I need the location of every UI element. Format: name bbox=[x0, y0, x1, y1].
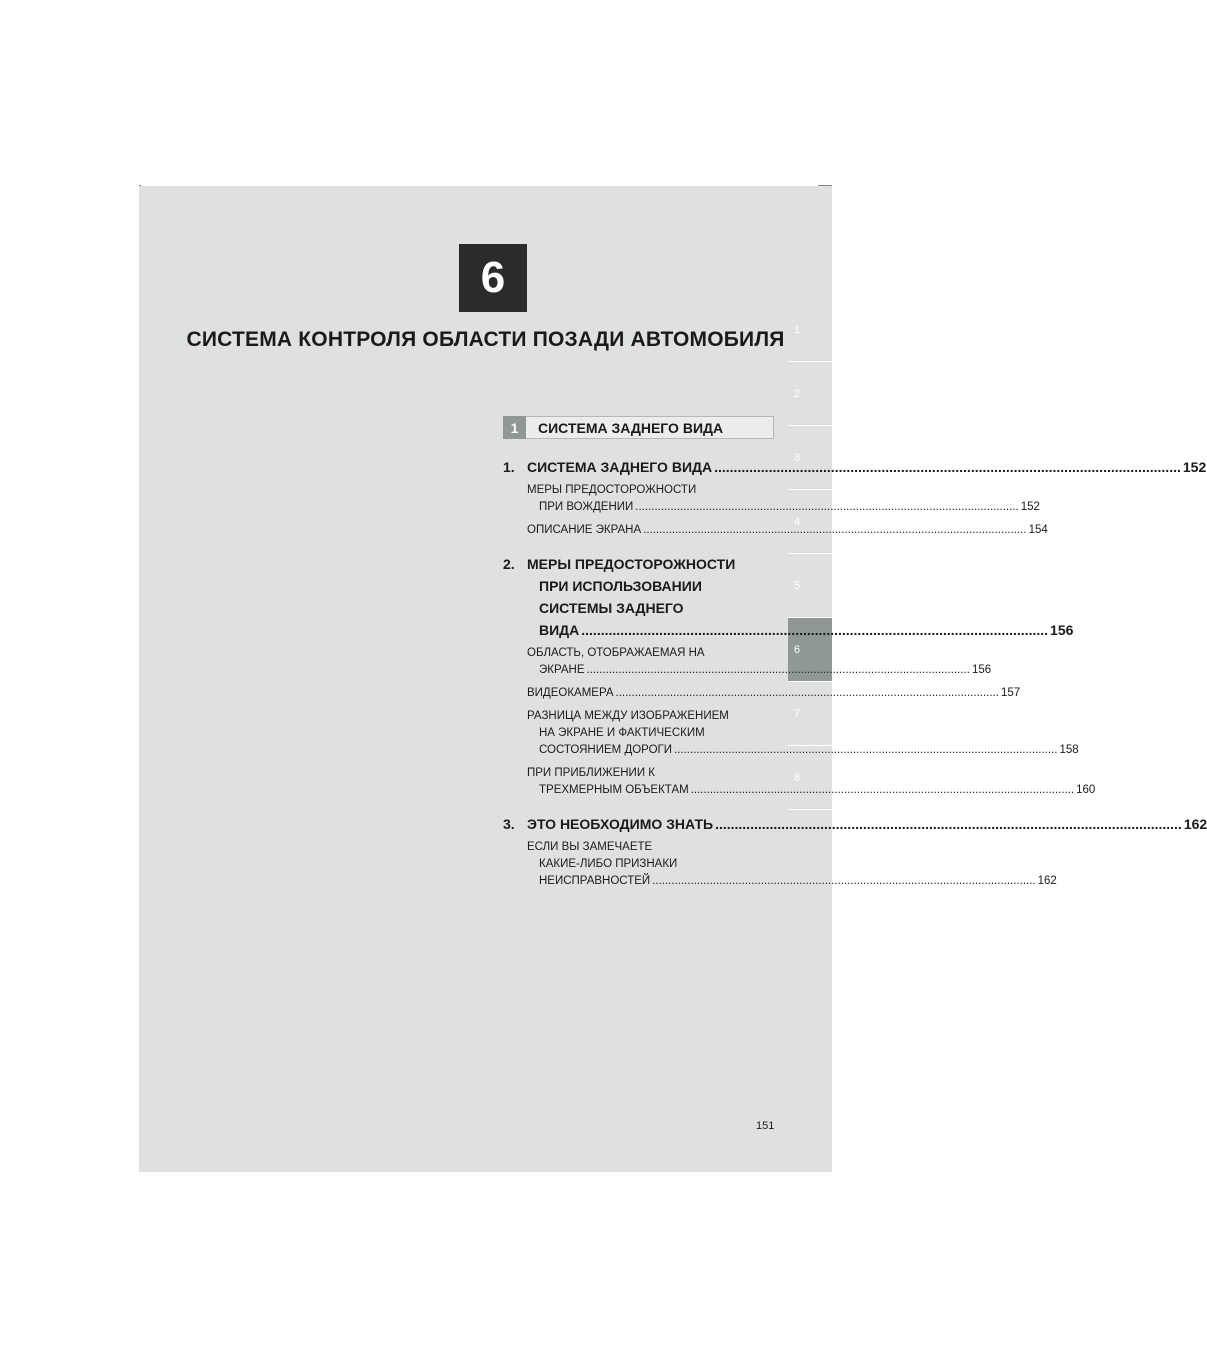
crop-mark-top-right bbox=[818, 185, 832, 186]
toc-chapter-entry[interactable] bbox=[503, 456, 1207, 478]
toc-entry-number: 3. bbox=[503, 816, 515, 832]
toc-sub-entry[interactable] bbox=[503, 685, 1021, 702]
toc-sub-entry[interactable] bbox=[503, 839, 1057, 890]
dot-leader bbox=[691, 782, 1074, 799]
chapter-tab-label: 5 bbox=[794, 580, 801, 592]
toc-entry-text: ВИДЕОКАМЕРА bbox=[527, 687, 614, 699]
chapter-tab-label: 8 bbox=[794, 772, 801, 784]
toc-entry-text: ОПИСАНИЕ ЭКРАНА bbox=[527, 524, 642, 536]
toc-entry-text: РАЗНИЦА МЕЖДУ ИЗОБРАЖЕНИЕМ bbox=[527, 710, 729, 722]
dot-leader bbox=[715, 813, 1182, 835]
toc-page-number: 157 bbox=[1000, 687, 1021, 699]
toc-entry-text: СИСТЕМА ЗАДНЕГО ВИДА bbox=[527, 459, 713, 475]
dot-leader bbox=[616, 685, 999, 702]
toc-entry-text: НЕИСПРАВНОСТЕЙ bbox=[539, 875, 651, 887]
toc-page-number: 152 bbox=[1182, 459, 1207, 475]
dot-leader bbox=[674, 742, 1057, 759]
chapter-tab-label: 7 bbox=[794, 708, 801, 720]
toc-entry-text: ЭТО НЕОБХОДИМО ЗНАТЬ bbox=[527, 816, 714, 832]
dot-leader bbox=[587, 662, 970, 679]
chapter-title: СИСТЕМА КОНТРОЛЯ ОБЛАСТИ ПОЗАДИ АВТОМОБИЛЯ bbox=[186, 328, 785, 351]
page-number: 151 bbox=[756, 1120, 775, 1132]
section-number: 1 bbox=[503, 416, 526, 439]
toc-entry-text: НА ЭКРАНЕ И ФАКТИЧЕСКИМ bbox=[539, 727, 705, 739]
toc-sub-entry[interactable] bbox=[503, 522, 1048, 539]
toc-entry-text: ТРЕХМЕРНЫМ ОБЪЕКТАМ bbox=[539, 784, 689, 796]
chapter-tab-label: 2 bbox=[794, 388, 801, 400]
toc-entry-text: ПРИ ВОЖДЕНИИ bbox=[539, 501, 634, 513]
toc-page-number: 158 bbox=[1059, 744, 1079, 756]
section-header bbox=[503, 416, 774, 439]
toc-sub-entry[interactable] bbox=[503, 765, 1096, 799]
toc-entry-text: МЕРЫ ПРЕДОСТОРОЖНОСТИ bbox=[527, 484, 697, 496]
toc-entry-text: ПРИ ИСПОЛЬЗОВАНИИ bbox=[539, 578, 702, 594]
toc-entry-text: КАКИЕ-ЛИБО ПРИЗНАКИ bbox=[539, 858, 678, 870]
toc-entry-text: ВИДА bbox=[539, 622, 580, 638]
toc-entry-text: СОСТОЯНИЕМ ДОРОГИ bbox=[539, 744, 673, 756]
chapter-tab-label: 3 bbox=[794, 452, 801, 464]
section-title: СИСТЕМА ЗАДНЕГО ВИДА bbox=[538, 420, 724, 436]
toc-entry-text: ЕСЛИ ВЫ ЗАМЕЧАЕТЕ bbox=[527, 841, 653, 853]
toc-entry-number: 1. bbox=[503, 459, 515, 475]
toc-page-number: 160 bbox=[1076, 784, 1096, 796]
toc-entry-text: ОБЛАСТЬ, ОТОБРАЖАЕМАЯ НА bbox=[527, 647, 705, 659]
toc-page-number: 162 bbox=[1037, 875, 1057, 887]
table-of-contents bbox=[503, 456, 1207, 890]
dot-leader bbox=[714, 456, 1181, 478]
toc-entry-text: ПРИ ПРИБЛИЖЕНИИ К bbox=[527, 767, 655, 779]
toc-page-number: 156 bbox=[971, 664, 992, 676]
dot-leader bbox=[635, 499, 1018, 516]
toc-page-number: 152 bbox=[1020, 501, 1040, 513]
dot-leader bbox=[643, 522, 1026, 539]
chapter-tab-1[interactable] bbox=[788, 298, 832, 362]
chapter-tab-label: 4 bbox=[794, 516, 801, 528]
chapter-tab-2[interactable] bbox=[788, 362, 832, 426]
dot-leader bbox=[652, 873, 1035, 890]
chapter-tab-label: 1 bbox=[794, 324, 801, 336]
chapter-number: 6 bbox=[459, 244, 527, 312]
toc-chapter-entry[interactable] bbox=[503, 553, 1074, 641]
toc-entry-text: МЕРЫ ПРЕДОСТОРОЖНОСТИ bbox=[527, 556, 736, 572]
dot-leader bbox=[581, 619, 1048, 641]
toc-page-number: 162 bbox=[1183, 816, 1207, 832]
toc-entry-text: СИСТЕМЫ ЗАДНЕГО bbox=[539, 600, 684, 616]
chapter-tab-label: 6 bbox=[794, 644, 801, 656]
toc-page-number: 154 bbox=[1028, 524, 1048, 536]
toc-sub-entry[interactable] bbox=[503, 482, 1040, 516]
toc-chapter-entry[interactable] bbox=[503, 813, 1207, 835]
toc-entry-text: ЭКРАНЕ bbox=[539, 664, 585, 676]
crop-mark-top-left bbox=[139, 185, 141, 186]
toc-entry-number: 2. bbox=[503, 556, 515, 572]
toc-sub-entry[interactable] bbox=[503, 708, 1079, 759]
toc-sub-entry[interactable] bbox=[503, 645, 992, 679]
toc-page-number: 156 bbox=[1050, 622, 1074, 638]
